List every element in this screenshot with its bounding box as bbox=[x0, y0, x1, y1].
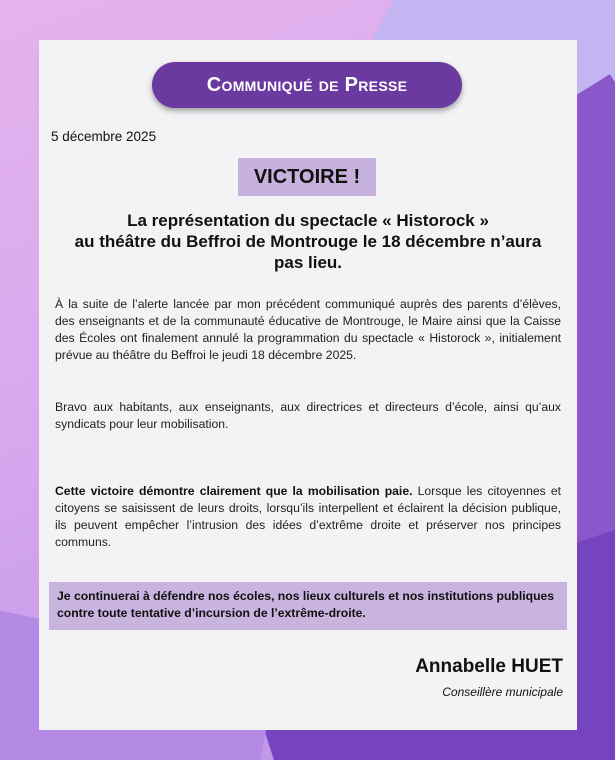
bold-statement: Cette victoire démontre clairement que la mobilisation paie. bbox=[55, 484, 413, 498]
headline-line: au théâtre du Beffroi de Montrouge le 18 décembre n’aura bbox=[74, 232, 542, 251]
press-release-badge: Communiqué de Presse bbox=[152, 62, 462, 108]
headline-line: La représentation du spectacle « Historock » bbox=[127, 211, 489, 230]
highlight-statement: Je continuerai à défendre nos écoles, nos lieux culturels et nos institutions publiques contre toute tentative d’incursion de l’extrême-droite. bbox=[49, 582, 567, 630]
body-paragraph bbox=[55, 483, 561, 551]
paragraph-text: Lorsque les citoyennes et citoyens se saisissent de leurs droits, lorsqu’ils interpellent et éclairent la décision publique, ils peuvent empêcher l’intrusion des idées d’extrême droite et préserver nos principes communs. bbox=[55, 484, 561, 549]
press-release-card bbox=[39, 40, 577, 730]
signature-name: Annabelle HUET bbox=[415, 656, 563, 677]
headline-line: pas lieu. bbox=[273, 253, 343, 272]
body-paragraph: À la suite de l’alerte lancée par mon précédent communiqué auprès des parents d’élèves, des enseignants et de la communauté éducative de Montrouge, le Maire ainsi que la Caisse des Écoles ont finalement annulé la programmation du spectacle « Historock », initialement prévue au théâtre du Beffroi le jeudi 18 décembre 2025. bbox=[55, 297, 561, 362]
headline bbox=[39, 210, 577, 273]
signature-role: Conseillère municipale bbox=[442, 685, 563, 699]
body-paragraph: Bravo aux habitants, aux enseignants, aux directrices et directeurs d’école, ainsi qu’aux syndicats pour leur mobilisation. bbox=[55, 400, 561, 431]
victory-banner: VICTOIRE ! bbox=[238, 158, 376, 196]
release-date: 5 décembre 2025 bbox=[51, 129, 157, 144]
